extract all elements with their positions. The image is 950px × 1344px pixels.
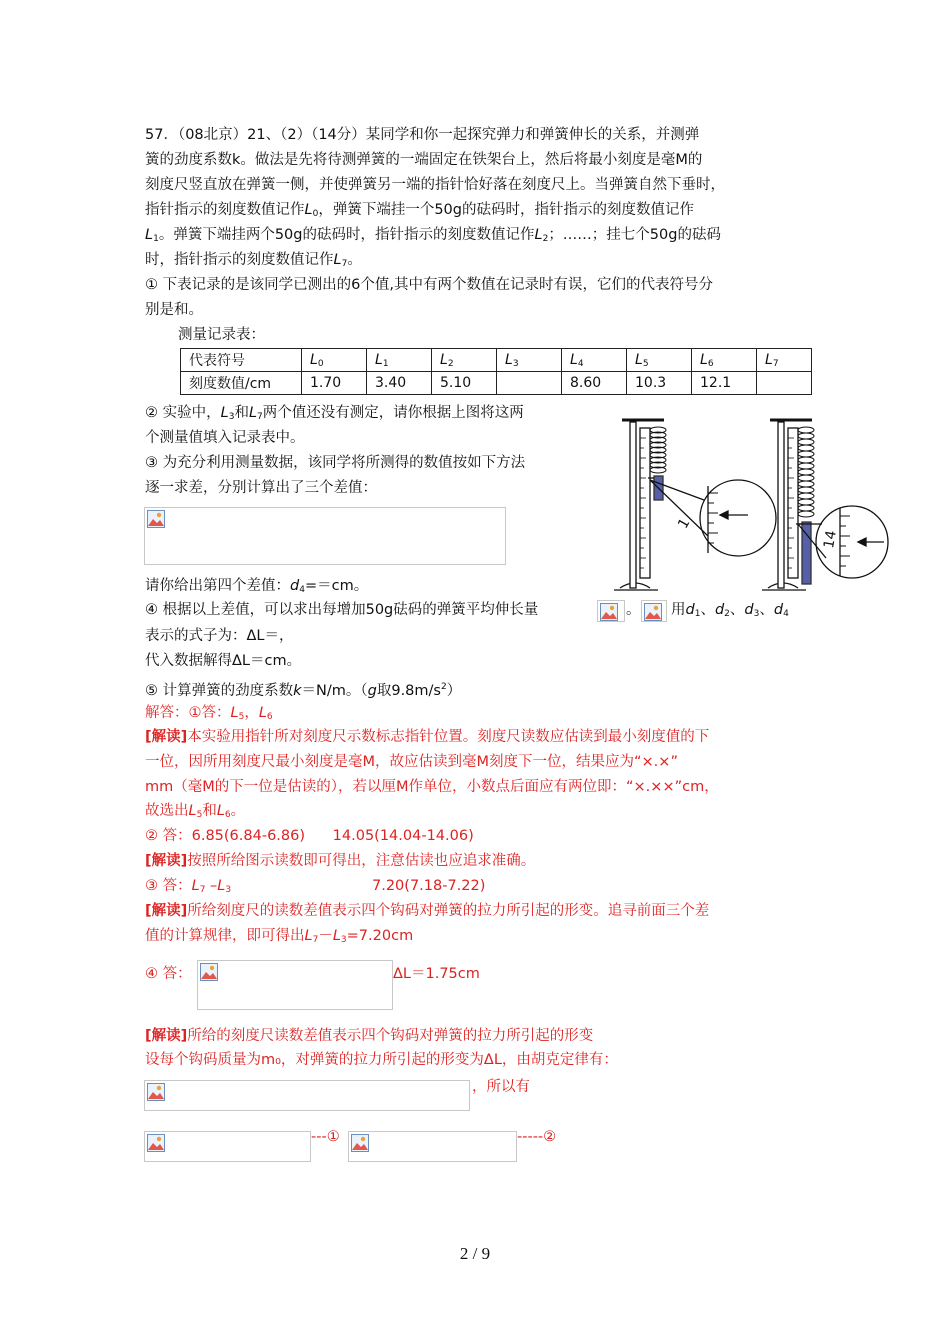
broken-image-icon	[147, 1134, 165, 1152]
problem-line-1: 57．（08北京）21、（2）（14分）某同学和你一起探究弹力和弹簧伸长的关系，并测弹	[145, 127, 700, 143]
broken-image-icon	[200, 963, 218, 981]
question-1-line-1: ① 下表记录的是该同学已测出的6个值,其中有两个数值在记录时有误，它们的代表符号分	[145, 277, 713, 293]
spring-apparatus-figure	[600, 408, 900, 598]
answer-3: ③ 答：$L_7$ $-L_3$	[145, 878, 232, 895]
formula-image-placeholder	[144, 1131, 311, 1162]
broken-image-icon	[351, 1134, 369, 1152]
broken-image-icon	[600, 603, 618, 621]
problem-line-2: 簧的劲度系数k。做法是先将待测弹簧的一端固定在铁架台上，然后将最小刻度是毫M的	[145, 152, 703, 168]
explanation-1-line-2: 一位，因所用刻度尺最小刻度是毫M，故应估读到毫M刻度下一位，结果应为“×.×”	[145, 754, 678, 770]
question-4-variables: 用$d_1$、$d_2$、$d_3$、$d_4$	[671, 602, 789, 619]
question-4-line-3: 代入数据解得ΔL＝cm。	[145, 653, 302, 669]
explanation-2: [解读]按照所给图示读数即可得出，注意估读也应追求准确。	[145, 853, 536, 869]
formula-image-placeholder	[197, 960, 393, 1010]
explanation-4-line-1: [解读]所给的刻度尺读数差值表示四个钩码对弹簧的拉力所引起的形变	[145, 1028, 594, 1044]
table-caption: 测量记录表：	[178, 327, 265, 343]
answer-3-value: 7.20(7.18-7.22)	[372, 878, 486, 894]
broken-image-icon	[644, 603, 662, 621]
problem-line-6: 时，指针指示的刻度数值记作$L_7$。	[145, 252, 362, 269]
question-2-line-2: 个测量值填入记录表中。	[145, 430, 305, 446]
table-cell-value	[757, 372, 812, 395]
record-table	[180, 348, 812, 395]
formula-image-placeholder	[348, 1131, 517, 1162]
answer-1: 解答：①答：$L_5$，$L_6$	[145, 705, 273, 722]
question-4-period: 。	[626, 602, 641, 618]
explanation-1-line-1: [解读]本实验用指针所对刻度尺示数标志指针位置。刻度尺读数应估读到最小刻度值的下	[145, 729, 710, 745]
formula-image-placeholder	[144, 507, 506, 565]
table-cell-symbol: $L_4$	[562, 349, 627, 372]
table-cell-value: 5.10	[432, 372, 497, 395]
table-cell-symbol: $L_1$	[367, 349, 432, 372]
problem-line-3: 刻度尺竖直放在弹簧一侧，并使弹簧另一端的指针恰好落在刻度尺上。当弹簧自然下垂时，	[145, 177, 725, 193]
question-2-line-1: ② 实验中，$L_3$和$L_7$两个值还没有测定，请你根据上图将这两	[145, 405, 524, 422]
svg-text:1: 1	[675, 515, 694, 532]
answer-4-label: ④ 答：	[145, 966, 192, 982]
equation-marker-1: ---①	[311, 1129, 340, 1145]
table-cell-symbol: $L_0$	[302, 349, 367, 372]
explanation-3-line-2: 值的计算规律，即可得出$L_7-L_3=7.20cm$	[145, 928, 414, 945]
page-number: 2 / 9	[459, 1244, 491, 1263]
explanation-1-line-3: mm（毫M的下一位是估读的），若以厘M作单位，小数点后面应有两位即：“×.××”cm，	[145, 779, 719, 795]
explanation-1-line-4: 故选出$L_5$和$L_6$。	[145, 803, 246, 820]
explanation-3-line-1: [解读]所给刻度尺的读数差值表示四个钩码对弹簧的拉力所引起的形变。追寻前面三个差	[145, 903, 710, 919]
question-3-line-3: 请你给出第四个差值：$d_4==cm$。	[145, 578, 369, 595]
broken-image-icon	[147, 510, 165, 528]
equation-marker-2: -----②	[517, 1129, 557, 1145]
answer-2: ② 答：6.85(6.84-6.86) 14.05(14.04-14.06)	[145, 828, 474, 844]
table-cell-symbol: $L_6$	[692, 349, 757, 372]
table-cell-value: 3.40	[367, 372, 432, 395]
image-placeholder-small	[641, 600, 667, 622]
question-1-line-2: 别是和。	[145, 302, 203, 318]
table-header-symbol: 代表符号	[181, 349, 302, 372]
table-cell-symbol: $L_5$	[627, 349, 692, 372]
table-cell-symbol: $L_7$	[757, 349, 812, 372]
question-4-line-1: ④ 根据以上差值，可以求出每增加50g砝码的弹簧平均伸长量	[145, 602, 539, 618]
image-placeholder-small	[597, 600, 625, 622]
table-cell-symbol: $L_3$	[497, 349, 562, 372]
table-cell-symbol: $L_2$	[432, 349, 497, 372]
explanation-4-line-2: 设每个钩码质量为m₀，对弹簧的拉力所引起的形变为ΔL，由胡克定律有：	[145, 1052, 618, 1068]
broken-image-icon	[147, 1083, 165, 1101]
answer-4-value: ΔL＝1.75cm	[393, 966, 480, 982]
svg-text:14: 14	[821, 529, 840, 550]
table-cell-value: 12.1	[692, 372, 757, 395]
table-cell-value	[497, 372, 562, 395]
table-cell-value: 1.70	[302, 372, 367, 395]
table-row-symbols	[181, 349, 812, 372]
question-4-line-2: 表示的式子为：ΔL＝，	[145, 628, 294, 644]
table-header-value: 刻度数值/cm	[181, 372, 302, 395]
table-row-values	[181, 372, 812, 395]
question-5-line: ⑤ 计算弹簧的劲度系数k＝N/m。（g取$9.8m/s^2$）	[145, 682, 462, 699]
table-cell-value: 8.60	[562, 372, 627, 395]
formula-image-placeholder	[144, 1080, 470, 1111]
question-3-line-1: ③ 为充分利用测量数据，该同学将所测得的数值按如下方法	[145, 455, 526, 471]
explanation-4-suffix: ，所以有	[472, 1079, 530, 1095]
table-cell-value: 10.3	[627, 372, 692, 395]
problem-line-4: 指针指示的刻度数值记作$L_0$，弹簧下端挂一个50g的砝码时，指针指示的刻度数值记作	[145, 202, 694, 219]
question-3-line-2: 逐一求差，分别计算出了三个差值：	[145, 480, 377, 496]
problem-line-5: $L_1$。弹簧下端挂两个50g的砝码时，指针指示的刻度数值记作$L_2$；……；挂七个50g的砝码	[145, 227, 721, 244]
